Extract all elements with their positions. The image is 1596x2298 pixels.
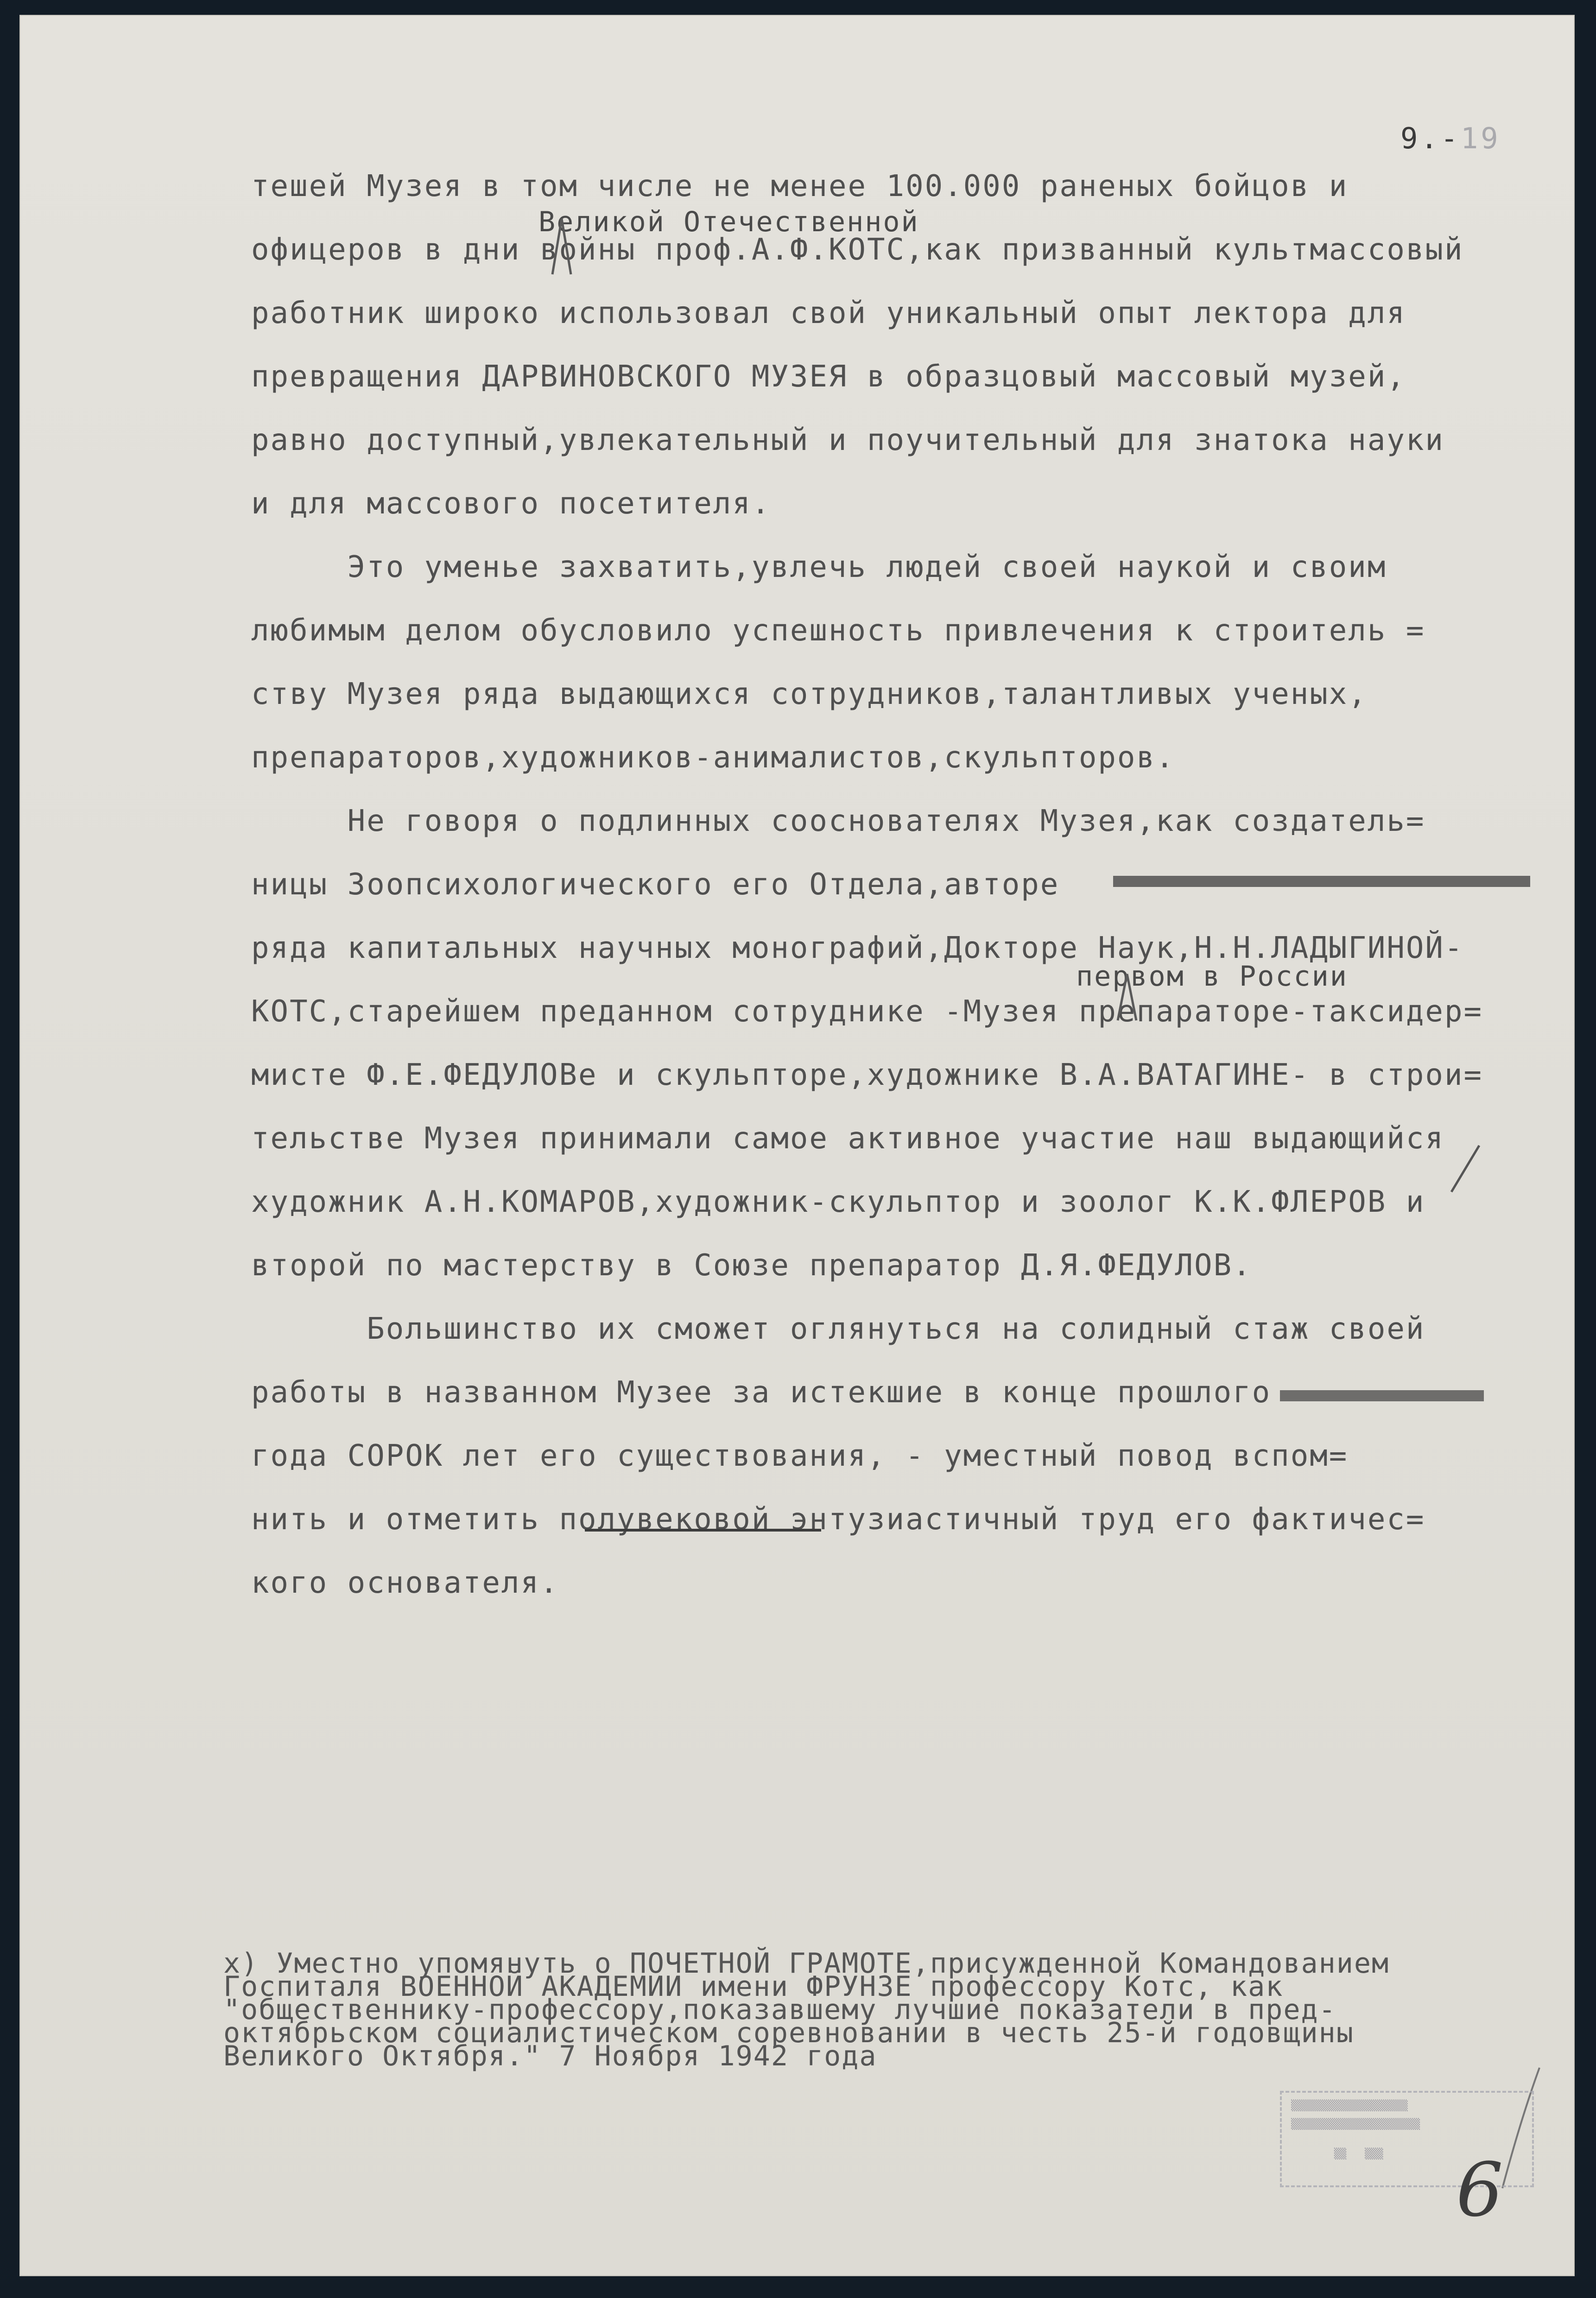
page-number-typed: 9.- bbox=[1400, 121, 1461, 155]
text-line: работник широко использовал свой уникальный опыт лектора для bbox=[251, 296, 1406, 330]
footnote-line: Госпиталя ВОЕННОЙ АКАДЕМИИ имени ФРУНЗЕ профессору Котс, как bbox=[223, 1970, 1284, 2003]
text-line: работы в названном Музее за истекшие в конце прошлого bbox=[251, 1375, 1272, 1410]
text-line: Большинство их сможет оглянуться на солидный стаж своей bbox=[251, 1312, 1425, 1346]
interlinear-insertion: Великой Отечественной bbox=[538, 206, 919, 238]
text-line: Это уменье захватить,увлечь людей своей наукой и своим bbox=[251, 550, 1387, 584]
text-line: нить и отметить полувековой энтузиастичный труд его фактичес= bbox=[251, 1502, 1425, 1537]
text-line: Не говоря о подлинных сооснователях Музея,как создатель= bbox=[251, 804, 1425, 838]
text-line: любимым делом обусловило успешность привлечения к строитель = bbox=[251, 614, 1425, 648]
text-line: офицеров в дни войны проф.А.Ф.КОТС,как призванный культмассовый bbox=[251, 233, 1464, 267]
text-line: второй по мастерству в Союзе препаратор Д.Я.ФЕДУЛОВ. bbox=[251, 1248, 1252, 1283]
text-line: препараторов,художников-анималистов,скульпторов. bbox=[251, 741, 1175, 775]
document-page bbox=[19, 15, 1575, 2276]
text-line: ству Музея ряда выдающихся сотрудников,талантливых ученых, bbox=[251, 677, 1368, 711]
text-line: тешей Музея в том числе не менее 100.000 раненых бойцов и bbox=[251, 169, 1349, 203]
page-number bbox=[1400, 121, 1501, 155]
pencil-tick bbox=[1447, 1141, 1484, 1196]
archive-stamp: ▒▒▒▒▒▒▒▒▒▒▒▒▒▒▒▒▒▒▒ ▒▒▒▒▒▒▒▒▒▒▒▒▒▒▒▒▒▒▒▒▒ ▒▒ ▒▒▒ bbox=[1280, 2091, 1534, 2187]
footnote-line: х) Уместно упомянуть о ПОЧЕТНОЙ ГРАМОТЕ,присужденной Командованием bbox=[223, 1947, 1390, 1980]
footnote-line: октябрьском социалистическом соревновании в честь 25-й годовщины bbox=[223, 2017, 1354, 2049]
text-line: года СОРОК лет его существования, - уместный повод вспом= bbox=[251, 1439, 1349, 1473]
page-number-pencil: 19 bbox=[1460, 121, 1501, 155]
text-line: и для массового посетителя. bbox=[251, 487, 771, 521]
strikeout-overtype bbox=[1113, 872, 1539, 891]
footnote-line: Великого Октября." 7 Ноября 1942 года bbox=[223, 2040, 877, 2072]
text-line: превращения ДАРВИНОВСКОГО МУЗЕЯ в образцовый массовый музей, bbox=[251, 360, 1406, 394]
text-line: ницы Зоопсихологического его Отдела,авторе bbox=[251, 867, 1060, 902]
interlinear-insertion: первом в России bbox=[1076, 960, 1348, 993]
footnote-line: "общественнику-профессору,показавшему лучшие показатели в пред- bbox=[223, 1994, 1336, 2026]
strikeout-overtype bbox=[1280, 1386, 1493, 1405]
text-line: ряда капитальных научных монографий,Докторе Наук,Н.Н.ЛАДЫГИНОЙ- bbox=[251, 931, 1464, 965]
text-line: тельстве Музея принимали самое активное участие наш выдающийся bbox=[251, 1121, 1444, 1156]
handwritten-mark: 6 bbox=[1456, 2146, 1503, 2233]
text-line: КОТС,старейшем преданном сотруднике -Музея препараторе-таксидер= bbox=[251, 994, 1483, 1029]
text-line: равно доступный,увлекательный и поучительный для знатока науки bbox=[251, 423, 1444, 457]
text-line: мисте Ф.Е.ФЕДУЛОВе и скульпторе,художнике В.А.ВАТАГИНЕ- в строи= bbox=[251, 1058, 1483, 1092]
text-line: кого основателя. bbox=[251, 1566, 559, 1600]
text-line: художник А.Н.КОМАРОВ,художник-скульптор и зоолог К.К.ФЛЕРОВ и bbox=[251, 1185, 1425, 1219]
